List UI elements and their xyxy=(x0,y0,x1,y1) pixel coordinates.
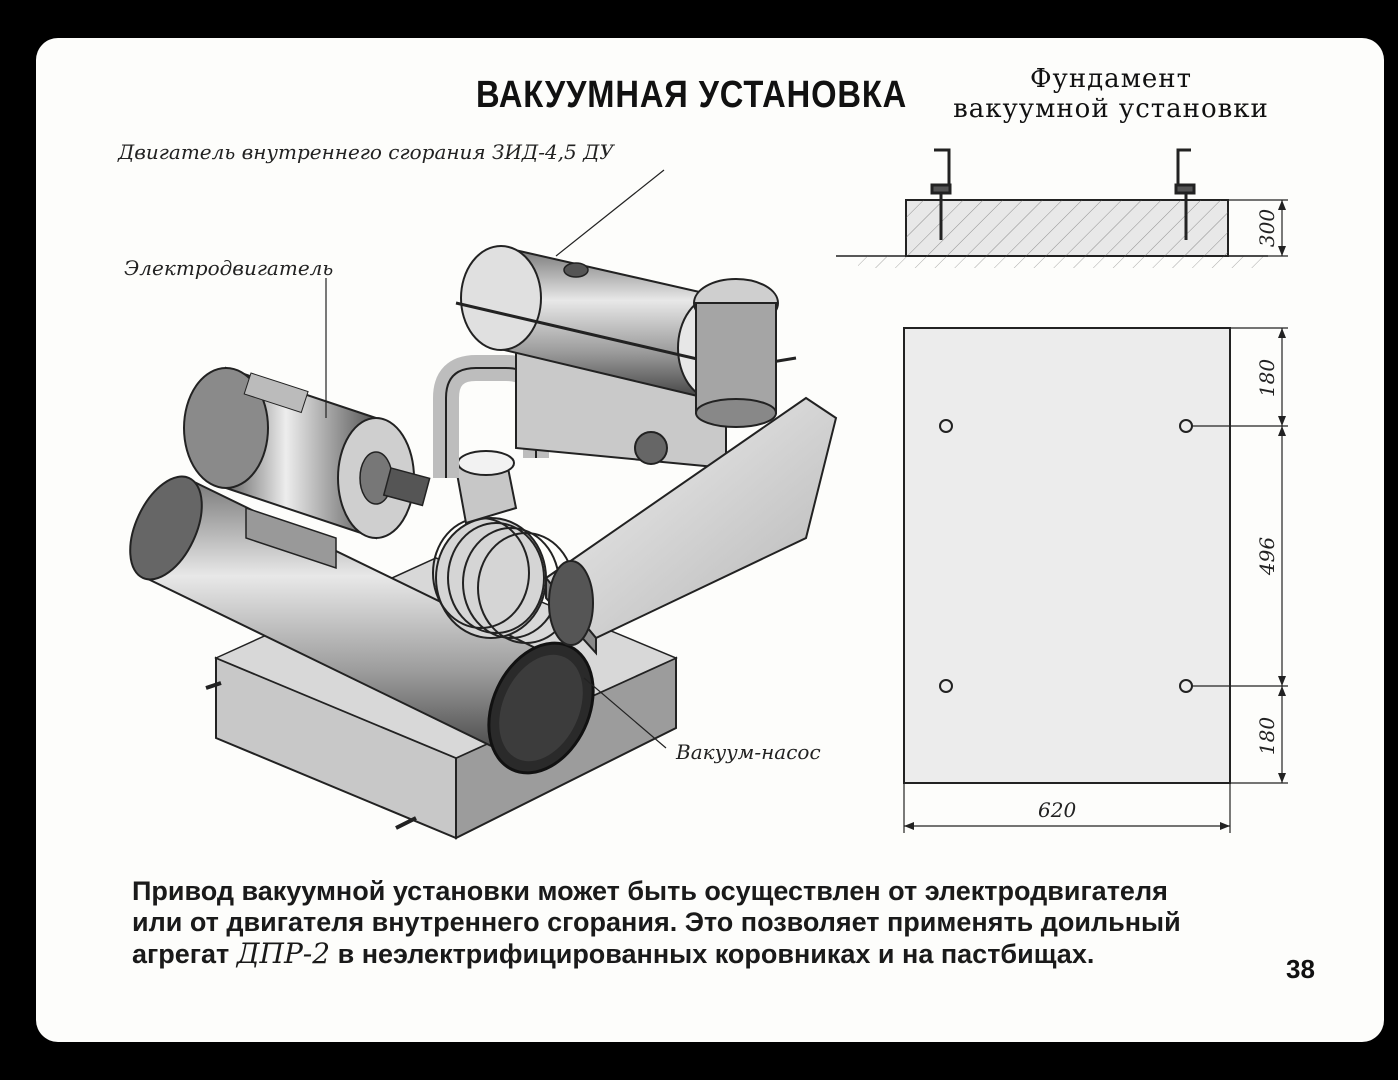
slide xyxy=(36,38,1384,1042)
caption-line1: Привод вакуумной установки может быть осуществлен от электродвигателя xyxy=(132,876,1168,906)
caption xyxy=(132,876,1282,970)
label-vacuum-pump: Вакуум-насос xyxy=(676,740,821,764)
leader-ice-engine xyxy=(556,170,664,256)
caption-line3-c: в неэлектрифицированных коровниках и на пастбищах. xyxy=(337,939,1095,969)
caption-line2: или от двигателя внутреннего сгорания. Это позволяет применять доильный xyxy=(132,907,1181,937)
foundation-section xyxy=(836,150,1288,268)
caption-model: ДПР-2 xyxy=(236,937,331,970)
dim-middle: 496 xyxy=(1255,536,1280,576)
foundation-title-line1: Фундамент xyxy=(1029,64,1193,94)
page-title: ВАКУУМНАЯ УСТАНОВКА xyxy=(476,74,908,116)
dim-width: 620 xyxy=(1038,798,1077,822)
page-number: 38 xyxy=(1286,954,1315,984)
caption-line3-a: агрегат xyxy=(132,939,230,969)
label-ice-engine: Двигатель внутреннего сгорания ЗИД-4,5 ДУ xyxy=(118,140,614,164)
dim-bottom: 180 xyxy=(1255,716,1280,756)
caption-line3 xyxy=(132,938,1282,970)
dim-top: 180 xyxy=(1255,358,1280,398)
dim-height: 300 xyxy=(1255,208,1280,248)
foundation-title-line2: вакуумной установки xyxy=(953,94,1269,124)
label-electric-motor: Электродвигатель xyxy=(124,256,334,280)
foundation-plan xyxy=(904,328,1288,833)
